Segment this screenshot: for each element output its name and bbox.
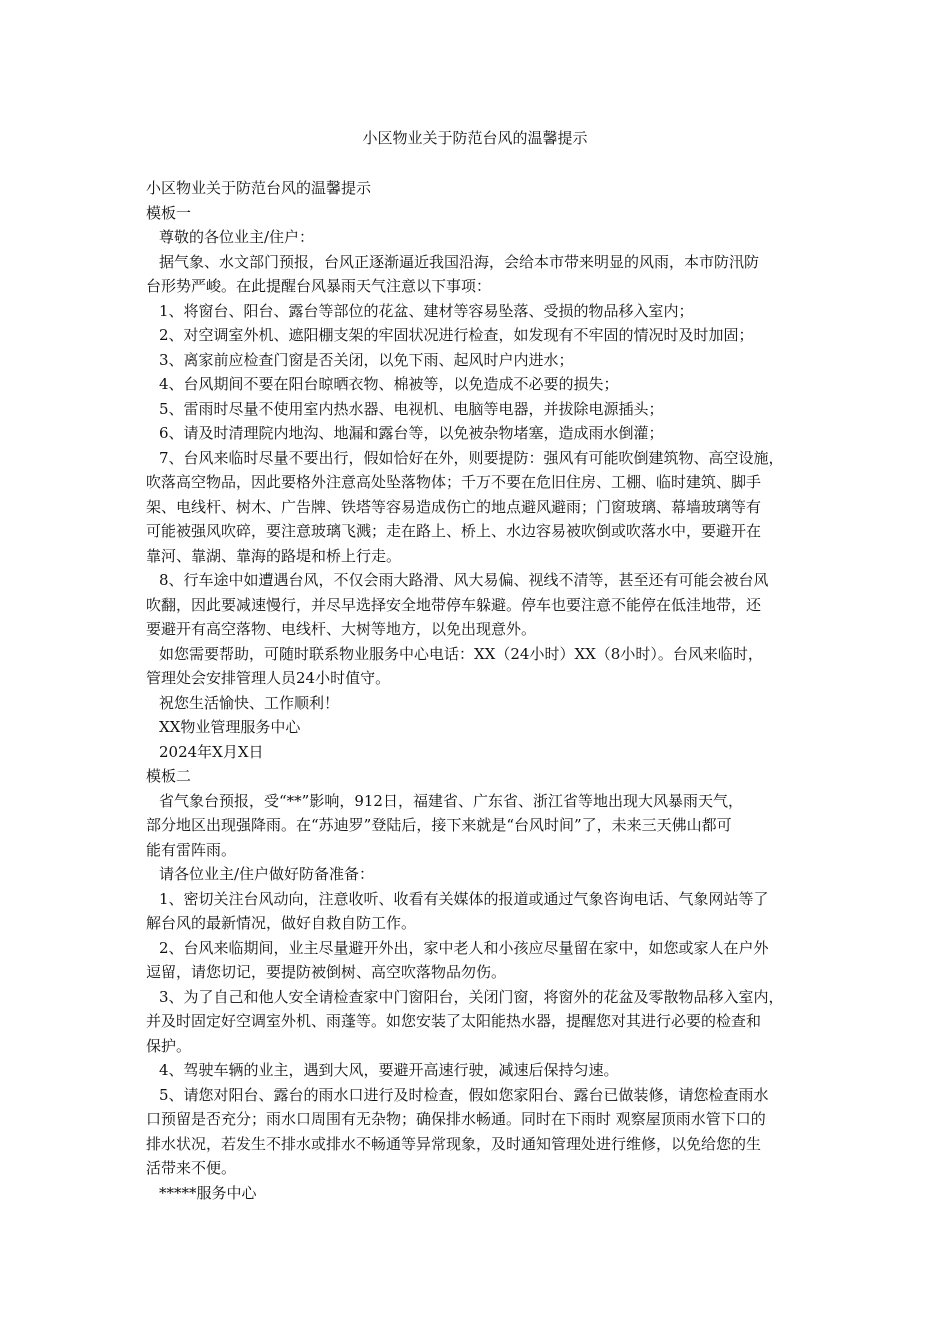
salutation: 尊敬的各位业主/住户：: [159, 228, 315, 246]
list-item-continuation: 架、电线杆、树木、广告牌、铁塔等容易造成伤亡的地点避风避雨；门窗玻璃、幕墙玻璃等有: [146, 497, 762, 516]
list-item: 4、驾驶车辆的业主，遇到大风，要避开高速行驶，减速后保持匀速。: [159, 1061, 619, 1079]
list-item: 1、将窗台、阳台、露台等部位的花盆、建材等容易坠落、受损的物品移入室内；: [159, 301, 694, 320]
list-item: 3、为了自己和他人安全请检查家中门窗阳台，关闭门窗，将窗外的花盆及零散物品移入室内，: [159, 987, 784, 1006]
document-body: [146, 176, 826, 1205]
list-item-continuation: 解台风的最新情况，做好自救自防工作。: [146, 914, 417, 932]
paragraph-line: 台形势严峻。在此提醒台风暴雨天气注意以下事项：: [146, 277, 492, 295]
list-item-continuation: 吹落高空物品，因此要格外注意高处坠落物体；千万不要在危旧住房、工棚、临时建筑、脚手: [146, 473, 762, 491]
paragraph-line: 据气象、水文部门预报，台风正逐渐逼近我国沿海，会给本市带来明显的风雨，本市防汛防: [159, 252, 760, 271]
list-item-continuation: 并及时固定好空调室外机、雨蓬等。如您安装了太阳能热水器，提醒您对其进行必要的检查和: [146, 1012, 762, 1030]
list-item: 8、行车途中如遭遇台风，不仅会雨大路滑、风大易偏、视线不清等，甚至还有可能会被台风: [159, 571, 769, 589]
list-item-continuation: 靠河、靠湖、靠海的路堤和桥上行走。: [146, 546, 402, 565]
paragraph-line: 请各位业主/住户做好防备准备：: [159, 865, 375, 883]
list-item: 7、台风来临时尽量不要出行，假如恰好在外，则要提防：强风有可能吹倒建筑物、高空设施，: [159, 448, 784, 467]
list-item-continuation: 要避开有高空落物、电线杆、大树等地方，以免出现意外。: [146, 620, 537, 638]
signature: XX物业管理服务中心: [159, 718, 301, 736]
date: 2024年X月X日: [159, 742, 264, 761]
paragraph-line: 省气象台预报，受“**”影响，912日，福建省、广东省、浙江省等地出现大风暴雨天气，: [159, 791, 743, 810]
list-item: 4、台风期间不要在阳台晾晒衣物、棉被等，以免造成不必要的损失；: [159, 375, 619, 393]
list-item: 2、对空调室外机、遮阳棚支架的牢固状况进行检查，如发现有不牢固的情况时及时加固；: [159, 326, 754, 344]
body-heading: 小区物业关于防范台风的温馨提示: [146, 179, 372, 197]
list-item: 3、离家前应检查门窗是否关闭，以免下雨、起风时户内进水；: [159, 350, 574, 369]
list-item-continuation: 吹翻，因此要减速慢行，并尽早选择安全地带停车躲避。停车也要注意不能停在低洼地带，还: [146, 595, 762, 614]
paragraph-line: 部分地区出现强降雨。在“苏迪罗”登陆后，接下来就是“台风时间”了，未来三天佛山都可: [146, 816, 732, 834]
contact-line: 管理处会安排管理人员24小时值守。: [146, 669, 391, 687]
list-item-continuation: 活带来不便。: [146, 1159, 237, 1177]
list-item-continuation: 保护。: [146, 1036, 192, 1055]
list-item: 2、台风来临期间，业主尽量避开外出，家中老人和小孩应尽量留在家中，如您或家人在户外: [159, 938, 769, 957]
section-heading-template-one: 模板一: [146, 203, 192, 222]
list-item: 5、雷雨时尽量不使用室内热水器、电视机、电脑等电器，并拔除电源插头；: [159, 399, 664, 418]
list-item: 6、请及时清理院内地沟、地漏和露台等，以免被杂物堵塞，造成雨水倒灌；: [159, 424, 664, 442]
list-item: 5、请您对阳台、露台的雨水口进行及时检查，假如您家阳台、露台已做装修，请您检查雨水: [159, 1085, 769, 1104]
section-heading-template-two: 模板二: [146, 767, 192, 785]
closing-line: 祝您生活愉快、工作顺利！: [159, 693, 340, 712]
list-item-continuation: 可能被强风吹碎，要注意玻璃飞溅；走在路上、桥上、水边容易被吹倒或吹落水中，要避开在: [146, 522, 762, 540]
signature: *****服务中心: [159, 1183, 257, 1202]
list-item-continuation: 口预留是否充分；雨水口周围有无杂物；确保排水畅通。同时在下雨时 观察屋顶雨水管下口的: [146, 1110, 766, 1128]
list-item: 1、密切关注台风动向，注意收听、收看有关媒体的报道或通过气象咨询电话、气象网站等了: [159, 889, 769, 908]
paragraph-line: 能有雷阵雨。: [146, 840, 237, 859]
document-title: 小区物业关于防范台风的温馨提示: [362, 129, 588, 147]
list-item-continuation: 排水状况，若发生不排水或排水不畅通等异常现象，及时通知管理处进行维修，以免给您的生: [146, 1134, 762, 1153]
contact-line: 如您需要帮助，可随时联系物业服务中心电话：XX（24小时）XX（8小时）。台风来临时，: [159, 644, 763, 663]
list-item-continuation: 逗留，请您切记，要提防被倒树、高空吹落物品勿伤。: [146, 963, 507, 981]
